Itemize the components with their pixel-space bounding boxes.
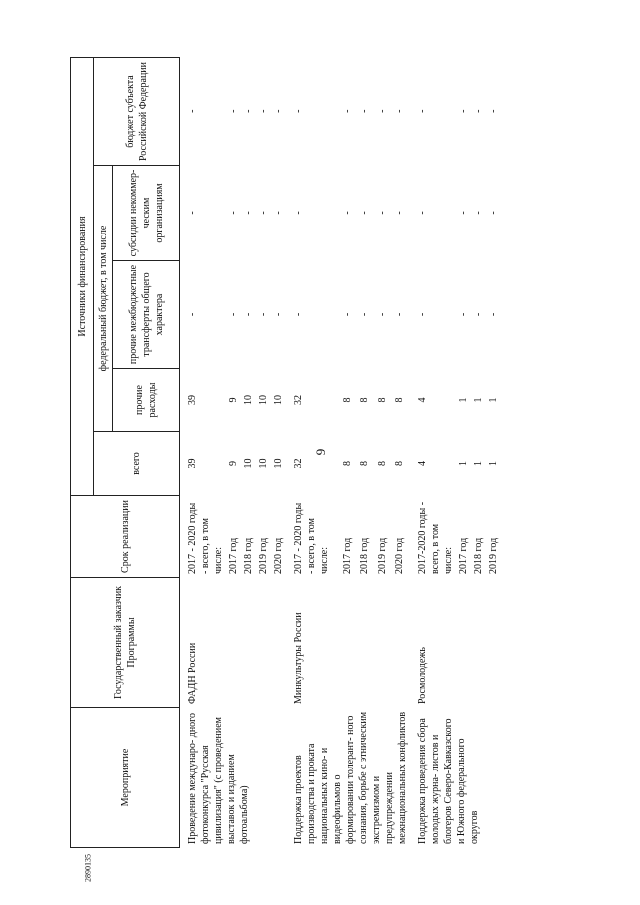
other-expenses-cell: 32: [293, 394, 304, 405]
subsidies-cell: -: [376, 210, 388, 215]
table-row: [410, 57, 456, 847]
header-other-expenses: прочие расходы: [113, 368, 180, 431]
period-cell: 2017 - 2020 годы - всего, в том числе:: [187, 502, 224, 574]
period-cell: 2017 год: [458, 537, 469, 574]
subsidies-cell: -: [187, 210, 198, 215]
transfers-cell: -: [228, 312, 239, 316]
header-customer: Государственный заказчик Программы: [71, 577, 180, 707]
subsidies-cell: -: [359, 210, 371, 215]
subject-budget-cell: -: [473, 109, 484, 113]
header-interbudget-transfers: прочие межбюджетные трансферты общего характера: [113, 260, 180, 368]
subject-budget-cell: -: [293, 109, 304, 113]
period-cell: 2017 - 2020 годы - всего, в том числе:: [293, 502, 330, 574]
subsidies-cell: -: [488, 210, 499, 215]
period-cell: 2017-2020 годы - всего, в том числе:: [417, 501, 454, 574]
other-expenses-cell: 10: [273, 394, 284, 405]
other-expenses-cell: 10: [258, 394, 269, 405]
subsidies-cell: -: [273, 210, 284, 215]
page-number: 9: [313, 448, 328, 456]
total-cell: 10: [273, 458, 284, 468]
subject-budget-cell: -: [458, 109, 469, 113]
subject-budget-cell: -: [417, 109, 428, 113]
financing-table: [70, 57, 501, 848]
transfers-cell: -: [488, 312, 499, 316]
table-header: [71, 57, 180, 847]
other-expenses-cell: 1: [458, 397, 469, 402]
subject-budget-cell: -: [394, 109, 406, 113]
other-expenses-cell: 8: [394, 397, 406, 402]
subject-budget-cell: -: [243, 109, 254, 113]
total-cell: 39: [187, 458, 198, 468]
transfers-cell: -: [359, 312, 371, 316]
period-cell: 2019 год: [258, 537, 269, 574]
header-sources: Источники финансирования: [71, 57, 94, 495]
transfers-cell: -: [187, 312, 198, 316]
other-expenses-cell: 39: [187, 394, 198, 405]
transfers-cell: -: [293, 312, 304, 316]
total-cell: 9: [228, 460, 239, 466]
customer-cell: Минкультуры России: [293, 611, 304, 704]
subsidies-cell: -: [417, 210, 428, 215]
subsidies-cell: -: [473, 210, 484, 215]
total-cell: 1: [488, 460, 499, 466]
period-cell: 2020 год: [273, 537, 284, 574]
subject-budget-cell: -: [228, 109, 239, 113]
table-row: [180, 57, 227, 847]
customer-cell: ФАДН России: [187, 642, 198, 704]
period-cell: 2020 год: [394, 537, 406, 574]
total-cell: 32: [293, 458, 304, 468]
period-cell: 2018 год: [359, 537, 371, 574]
header-subject-budget: бюджет субъекта Российской Федерации: [94, 57, 180, 165]
event-cell: Проведение междунаро- дного фотоконкурса "Русская цивилизация" (с проведением выставок и изданием фотоальбома): [187, 712, 250, 844]
period-cell: 2017 год: [228, 537, 239, 574]
transfers-cell: -: [376, 312, 388, 316]
subsidies-cell: -: [243, 210, 254, 215]
total-cell: 8: [341, 460, 353, 466]
transfers-cell: -: [417, 312, 428, 316]
other-expenses-cell: 8: [341, 397, 353, 402]
rotated-table-sheet: [70, 58, 570, 848]
subject-budget-cell: -: [341, 109, 353, 113]
header-total: всего: [94, 431, 180, 495]
other-expenses-cell: 9: [228, 397, 239, 402]
total-cell: 4: [417, 460, 428, 466]
transfers-cell: -: [473, 312, 484, 316]
total-cell: 8: [394, 460, 406, 466]
table-row: [286, 57, 340, 847]
customer-cell: Росмолодежь: [417, 646, 428, 704]
subsidies-cell: -: [258, 210, 269, 215]
subject-budget-cell: -: [488, 109, 499, 113]
total-cell: 1: [458, 460, 469, 466]
total-cell: 10: [258, 458, 269, 468]
header-event: Мероприятие: [71, 707, 180, 847]
total-cell: 8: [359, 460, 371, 466]
other-expenses-cell: 10: [243, 394, 254, 405]
subject-budget-cell: -: [376, 109, 388, 113]
document-code: 2890135: [83, 854, 93, 882]
transfers-cell: -: [458, 312, 469, 316]
event-cell: Поддержка проведения сбора молодых журна- листов и блогеров Северо-Кавказского и Южного федерального округов: [417, 717, 480, 844]
transfers-cell: -: [273, 312, 284, 316]
subject-budget-cell: -: [258, 109, 269, 113]
other-expenses-cell: 8: [376, 397, 388, 402]
subject-budget-cell: -: [187, 109, 198, 113]
header-subsidies: субсидии некоммер- ческим организациям: [113, 165, 180, 260]
transfers-cell: -: [341, 312, 353, 316]
other-expenses-cell: 8: [359, 397, 371, 402]
subject-budget-cell: -: [273, 109, 284, 113]
period-cell: 2019 год: [488, 537, 499, 574]
subsidies-cell: -: [458, 210, 469, 215]
header-period: Срок реализации: [71, 495, 180, 577]
table-body: [180, 57, 502, 847]
other-expenses-cell: 1: [488, 397, 499, 402]
event-cell: Поддержка проектов производства и проката национальных кино- и видеофильмов о формировании толерант- ного сознания, борьбе с этническим экстремизмом и предупреждении межнациональных конфликтов: [293, 711, 408, 844]
transfers-cell: -: [243, 312, 254, 316]
transfers-cell: -: [258, 312, 269, 316]
total-cell: 8: [376, 460, 388, 466]
period-cell: 2018 год: [473, 537, 484, 574]
subject-budget-cell: -: [359, 109, 371, 113]
total-cell: 10: [243, 458, 254, 468]
other-expenses-cell: 1: [473, 397, 484, 402]
subsidies-cell: -: [341, 210, 353, 215]
other-expenses-cell: 4: [417, 397, 428, 402]
transfers-cell: -: [394, 312, 406, 316]
period-cell: 2019 год: [376, 537, 388, 574]
total-cell: 1: [473, 460, 484, 466]
period-cell: 2017 год: [341, 537, 353, 574]
period-cell: 2018 год: [243, 537, 254, 574]
subsidies-cell: -: [228, 210, 239, 215]
header-federal: федеральный бюджет, в том числе: [94, 165, 113, 431]
subsidies-cell: -: [394, 210, 406, 215]
subsidies-cell: -: [293, 210, 304, 215]
